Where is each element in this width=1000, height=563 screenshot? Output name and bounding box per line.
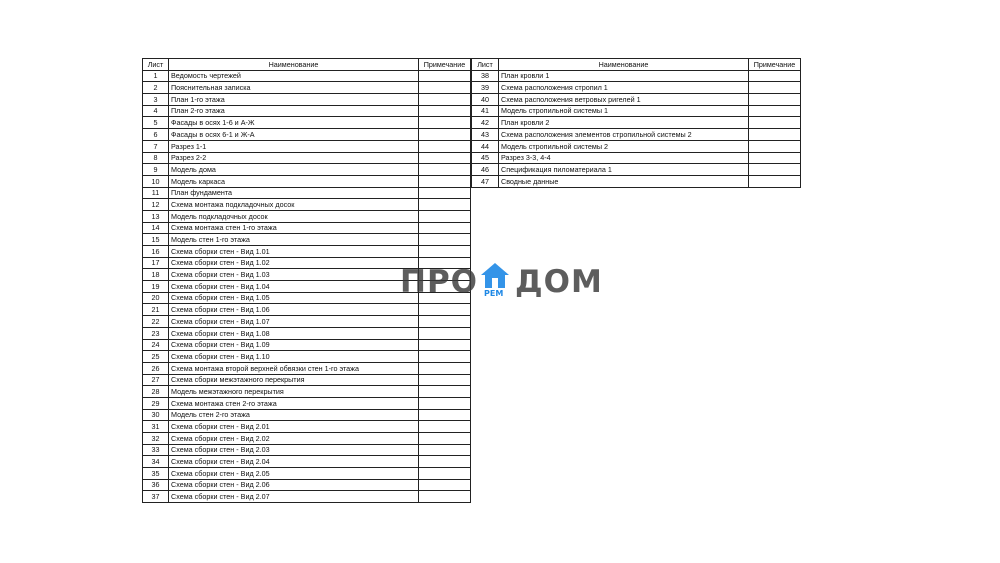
sheet-note [749, 117, 801, 129]
sheet-number: 7 [143, 140, 169, 152]
sheet-number: 21 [143, 304, 169, 316]
table-row [472, 152, 801, 164]
sheet-note [749, 140, 801, 152]
sheet-number: 42 [472, 117, 499, 129]
table-row [143, 117, 471, 129]
sheet-title: План фундамента [169, 187, 419, 199]
sheet-number: 43 [472, 129, 499, 141]
sheet-title: Ведомость чертежей [169, 70, 419, 82]
sheet-note [419, 444, 471, 456]
sheet-note [419, 339, 471, 351]
sheet-title: Схема расположения элементов стропильной системы 2 [499, 129, 749, 141]
table-row [143, 82, 471, 94]
table-row [143, 105, 471, 117]
sheet-number: 27 [143, 374, 169, 386]
sheet-title: Схема сборки стен - Вид 1.08 [169, 327, 419, 339]
table-row [472, 82, 801, 94]
table-row [472, 94, 801, 106]
table-row [143, 456, 471, 468]
sheet-note [419, 152, 471, 164]
sheet-number: 3 [143, 94, 169, 106]
sheet-title: Разрез 1-1 [169, 140, 419, 152]
sheet-note [419, 327, 471, 339]
sheet-title: Схема сборки стен - Вид 2.01 [169, 421, 419, 433]
sheet-number: 32 [143, 433, 169, 445]
sheet-note [419, 70, 471, 82]
table-row [143, 421, 471, 433]
sheet-note [749, 152, 801, 164]
sheet-title: Схема сборки стен - Вид 2.07 [169, 491, 419, 503]
sheet-number: 16 [143, 246, 169, 258]
table-row [143, 433, 471, 445]
sheet-number: 39 [472, 82, 499, 94]
sheet-number: 33 [143, 444, 169, 456]
sheet-title: Схема сборки стен - Вид 2.03 [169, 444, 419, 456]
header-sheet: Лист [472, 59, 499, 71]
sheet-number: 4 [143, 105, 169, 117]
sheet-number: 13 [143, 210, 169, 222]
sheet-note [419, 187, 471, 199]
sheet-title: Фасады в осях 1-6 и А-Ж [169, 117, 419, 129]
sheet-note [419, 456, 471, 468]
sheet-number: 45 [472, 152, 499, 164]
sheet-title: Спецификация пиломатериала 1 [499, 164, 749, 176]
sheet-title: Модель стропильной системы 1 [499, 105, 749, 117]
table-row [143, 70, 471, 82]
table-row [143, 152, 471, 164]
sheet-number: 22 [143, 316, 169, 328]
sheet-number: 37 [143, 491, 169, 503]
sheet-title: План кровли 2 [499, 117, 749, 129]
sheet-title: Схема монтажа второй верхней обвязки стен 1-го этажа [169, 362, 419, 374]
sheet-number: 14 [143, 222, 169, 234]
sheet-title: Модель подкладочных досок [169, 210, 419, 222]
sheet-number: 15 [143, 234, 169, 246]
sheet-title: Схема монтажа подкладочных досок [169, 199, 419, 211]
sheet-title: Модель стен 2-го этажа [169, 409, 419, 421]
sheet-title: Схема сборки стен - Вид 2.05 [169, 468, 419, 480]
sheet-title: Модель стропильной системы 2 [499, 140, 749, 152]
sheet-title: Схема расположения ветровых ригелей 1 [499, 94, 749, 106]
sheet-note [419, 164, 471, 176]
sheet-title: План кровли 1 [499, 70, 749, 82]
sheet-title: Схема сборки межэтажного перекрытия [169, 374, 419, 386]
sheet-title: Схема монтажа стен 1-го этажа [169, 222, 419, 234]
logo-subtext: РЕМ [484, 289, 504, 298]
table-row [143, 164, 471, 176]
table-row [143, 386, 471, 398]
sheet-note [419, 491, 471, 503]
sheet-note [419, 374, 471, 386]
watermark-logo [400, 262, 605, 310]
table-row [143, 374, 471, 386]
table-row [472, 164, 801, 176]
sheet-note [749, 175, 801, 187]
sheet-title: Схема расположения стропил 1 [499, 82, 749, 94]
sheet-note [419, 234, 471, 246]
sheet-title: Схема монтажа стен 2-го этажа [169, 397, 419, 409]
sheet-number: 46 [472, 164, 499, 176]
table-row [143, 491, 471, 503]
sheet-title: Схема сборки стен - Вид 2.06 [169, 479, 419, 491]
sheet-note [419, 409, 471, 421]
table-row [143, 351, 471, 363]
sheet-title: Разрез 2-2 [169, 152, 419, 164]
sheet-title: Схема сборки стен - Вид 1.04 [169, 281, 419, 293]
sheet-note [419, 175, 471, 187]
sheet-title: Схема сборки стен - Вид 1.03 [169, 269, 419, 281]
header-note: Примечание [419, 59, 471, 71]
sheet-number: 11 [143, 187, 169, 199]
sheet-title: Схема сборки стен - Вид 1.05 [169, 292, 419, 304]
header-sheet: Лист [143, 59, 169, 71]
sheet-title: Сводные данные [499, 175, 749, 187]
sheet-number: 5 [143, 117, 169, 129]
sheet-note [749, 164, 801, 176]
sheet-note [419, 479, 471, 491]
table-row [143, 234, 471, 246]
table-row [143, 316, 471, 328]
table-row [143, 199, 471, 211]
drawing-list-table-right [471, 58, 801, 188]
table-row [143, 409, 471, 421]
sheet-note [419, 246, 471, 258]
table-row [143, 397, 471, 409]
sheet-number: 44 [472, 140, 499, 152]
sheet-title: Пояснительная записка [169, 82, 419, 94]
header-name: Наименование [169, 59, 419, 71]
table-row [472, 70, 801, 82]
table-row [143, 129, 471, 141]
sheet-title: Схема сборки стен - Вид 1.09 [169, 339, 419, 351]
sheet-title: Схема сборки стен - Вид 1.01 [169, 246, 419, 258]
sheet-note [419, 82, 471, 94]
sheet-note [749, 82, 801, 94]
sheet-number: 9 [143, 164, 169, 176]
sheet-number: 26 [143, 362, 169, 374]
sheet-number: 23 [143, 327, 169, 339]
table-row [143, 94, 471, 106]
sheet-note [749, 94, 801, 106]
sheet-note [749, 70, 801, 82]
table-row [143, 362, 471, 374]
sheet-title: Схема сборки стен - Вид 1.07 [169, 316, 419, 328]
sheet-number: 47 [472, 175, 499, 187]
sheet-number: 10 [143, 175, 169, 187]
sheet-number: 1 [143, 70, 169, 82]
table-row [472, 140, 801, 152]
sheet-number: 30 [143, 409, 169, 421]
sheet-note [419, 468, 471, 480]
table-row [143, 222, 471, 234]
sheet-number: 18 [143, 269, 169, 281]
table-row [472, 129, 801, 141]
sheet-number: 36 [143, 479, 169, 491]
sheet-note [749, 105, 801, 117]
sheet-number: 24 [143, 339, 169, 351]
table-header-row [472, 59, 801, 71]
sheet-title: Схема сборки стен - Вид 1.10 [169, 351, 419, 363]
house-icon [480, 262, 510, 290]
sheet-note [419, 433, 471, 445]
sheet-note [419, 199, 471, 211]
sheet-number: 17 [143, 257, 169, 269]
logo-text-pro: ПРО [400, 264, 479, 300]
table-row [143, 246, 471, 258]
sheet-number: 28 [143, 386, 169, 398]
sheet-note [419, 397, 471, 409]
sheet-title: Модель межэтажного перекрытия [169, 386, 419, 398]
sheet-title: Модель каркаса [169, 175, 419, 187]
table-row [143, 175, 471, 187]
sheet-number: 31 [143, 421, 169, 433]
header-note: Примечание [749, 59, 801, 71]
table-row [143, 468, 471, 480]
sheet-title: Схема сборки стен - Вид 2.04 [169, 456, 419, 468]
sheet-number: 35 [143, 468, 169, 480]
sheet-note [419, 210, 471, 222]
table-row [143, 327, 471, 339]
sheet-title: Схема сборки стен - Вид 2.02 [169, 433, 419, 445]
sheet-title: Модель стен 1-го этажа [169, 234, 419, 246]
table-row [143, 444, 471, 456]
sheet-title: Разрез 3-3, 4-4 [499, 152, 749, 164]
logo-text-dom: ДОМ [515, 264, 603, 300]
sheet-note [419, 140, 471, 152]
sheet-number: 41 [472, 105, 499, 117]
sheet-number: 40 [472, 94, 499, 106]
sheet-number: 6 [143, 129, 169, 141]
sheet-note [419, 117, 471, 129]
sheet-number: 12 [143, 199, 169, 211]
sheet-number: 29 [143, 397, 169, 409]
sheet-note [419, 421, 471, 433]
sheet-title: Схема сборки стен - Вид 1.02 [169, 257, 419, 269]
sheet-title: План 1-го этажа [169, 94, 419, 106]
sheet-title: Фасады в осях 6-1 и Ж-А [169, 129, 419, 141]
table-header-row [143, 59, 471, 71]
sheet-note [419, 94, 471, 106]
sheet-note [419, 105, 471, 117]
header-name: Наименование [499, 59, 749, 71]
sheet-number: 34 [143, 456, 169, 468]
sheet-number: 19 [143, 281, 169, 293]
sheet-title: Модель дома [169, 164, 419, 176]
sheet-note [749, 129, 801, 141]
table-row [143, 187, 471, 199]
sheet-number: 8 [143, 152, 169, 164]
table-row [143, 210, 471, 222]
sheet-note [419, 362, 471, 374]
table-row [143, 140, 471, 152]
sheet-note [419, 222, 471, 234]
table-row [472, 175, 801, 187]
sheet-note [419, 129, 471, 141]
sheet-note [419, 316, 471, 328]
sheet-number: 20 [143, 292, 169, 304]
table-row [143, 339, 471, 351]
table-body-right [472, 70, 801, 187]
sheet-note [419, 386, 471, 398]
sheet-number: 2 [143, 82, 169, 94]
table-row [143, 479, 471, 491]
sheet-number: 25 [143, 351, 169, 363]
sheet-title: Схема сборки стен - Вид 1.06 [169, 304, 419, 316]
sheet-number: 38 [472, 70, 499, 82]
sheet-title: План 2-го этажа [169, 105, 419, 117]
sheet-note [419, 351, 471, 363]
table-row [472, 117, 801, 129]
table-row [472, 105, 801, 117]
